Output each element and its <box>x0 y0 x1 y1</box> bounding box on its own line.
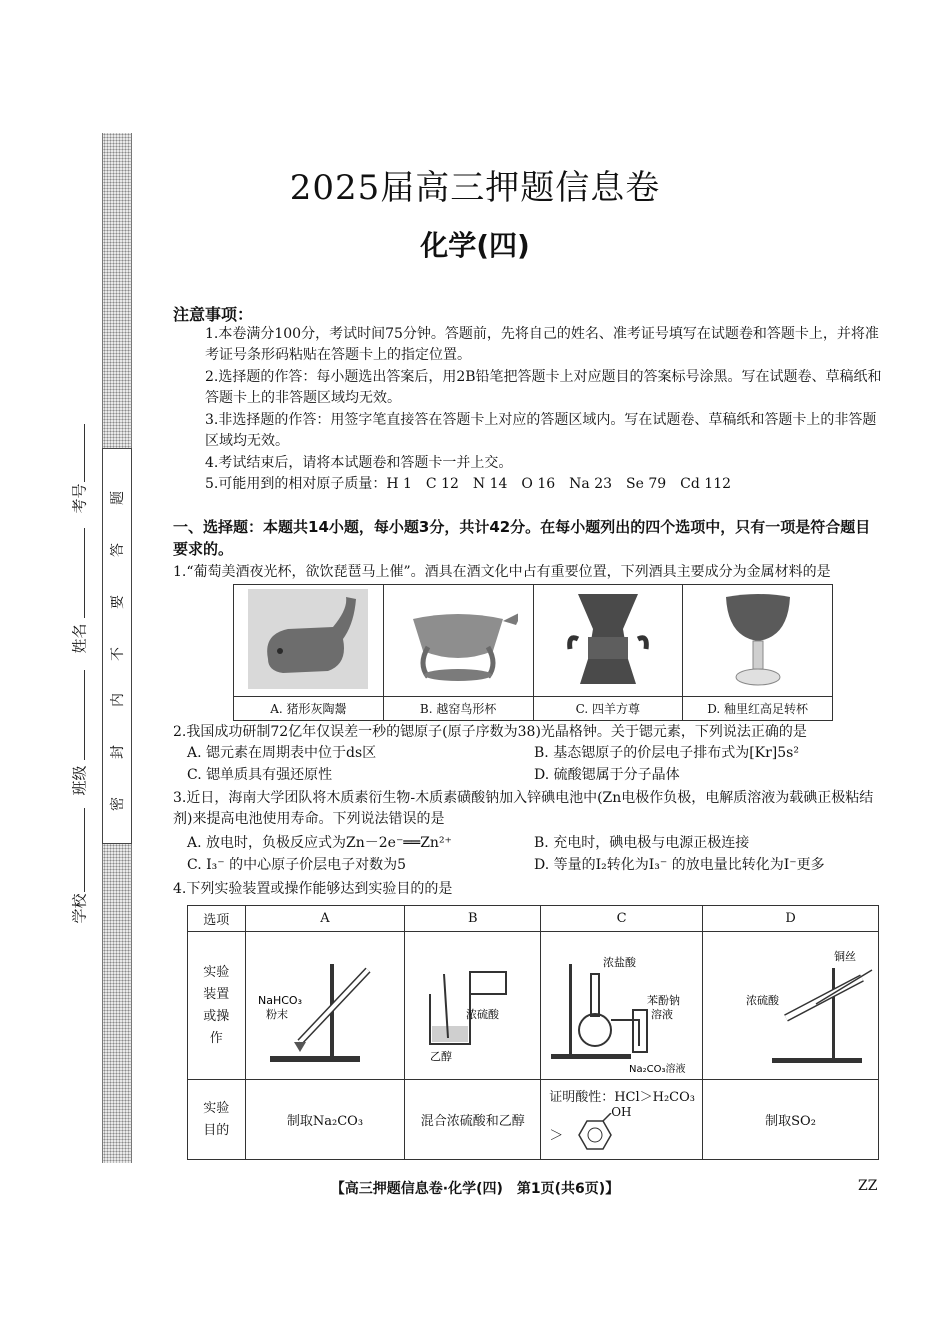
exam-number-label: 考号 <box>70 483 89 514</box>
question-4-experiment-table <box>187 905 879 1160</box>
apparatus-c <box>541 932 703 1080</box>
question-1-stem: 1.“葡萄美酒夜光杯，欲饮琵琶马上催”。酒具在酒文化中占有重要位置，下列酒具主要成分为金属材料的是 <box>173 564 831 580</box>
label-hcl: 浓盐酸 <box>602 955 636 969</box>
greater-than: ＞ <box>549 1128 564 1144</box>
seal-char: 内 <box>110 693 126 707</box>
question-3-option-a: A. 放电时，负极反应式为Zn－2e⁻══Zn²⁺ <box>187 835 452 851</box>
notice-item: 4.考试结束后，请将本试题卷和答题卡一并上交。 <box>205 455 513 471</box>
question-2-option-c: C. 锶单质具有强还原性 <box>187 767 333 783</box>
vessel-caption-b: B. 越窑鸟形杯 <box>383 697 533 721</box>
row-label-purpose: 实验目的 <box>188 1080 246 1160</box>
page-title: 2025届高三押题信息卷 <box>289 168 661 208</box>
name-label: 姓名 <box>70 623 89 654</box>
school-label: 学校 <box>70 893 89 924</box>
apparatus-d-drawing <box>706 934 876 1074</box>
label-conc-sulfuric: 浓硫酸 <box>745 993 779 1007</box>
seal-char: 密 <box>110 797 126 811</box>
table-header-c: C <box>541 906 703 932</box>
apparatus-b-drawing <box>408 934 538 1074</box>
label-ethanol: 乙醇 <box>429 1049 452 1063</box>
apparatus-b <box>405 932 541 1080</box>
vessel-image-a <box>234 585 384 697</box>
table-header-option: 选项 <box>188 906 246 932</box>
page-footer: 【高三押题信息卷·化学(四) 第1页(共6页)】 <box>330 1181 620 1197</box>
label-copper-wire: 铜丝 <box>833 949 856 963</box>
purpose-a: 制取Na₂CO₃ <box>245 1080 405 1160</box>
seal-char: 封 <box>110 745 126 759</box>
class-line <box>84 670 85 760</box>
apparatus-d <box>703 932 879 1080</box>
vessel-caption-c: C. 四羊方尊 <box>533 697 683 721</box>
label-powder: 粉末 <box>265 1007 288 1021</box>
label-sodium-phenoxide: 苯酚钠 <box>646 993 680 1007</box>
phenol-structure <box>549 1105 702 1153</box>
row-label-apparatus: 实验装置或操作 <box>188 932 246 1080</box>
school-line <box>84 808 85 892</box>
question-4-stem: 4.下列实验装置或操作能够达到实验目的的是 <box>173 881 453 897</box>
oh-label: OH <box>611 1105 632 1119</box>
vessel-image-c <box>533 585 683 697</box>
seal-char: 答 <box>110 543 126 557</box>
notice-heading: 注意事项： <box>173 305 254 324</box>
apparatus-a <box>245 932 405 1080</box>
label-solution: 溶液 <box>650 1007 673 1021</box>
question-3-stem: 3.近日，海南大学团队将木质素衍生物-木质素磺酸钠加入锌碘电池中(Zn电极作负极，电解质溶液为载碘正极粘结剂)来提高电池使用寿命。下列说法错误的是 <box>173 790 874 827</box>
exam-number-line <box>84 424 85 482</box>
notice-item: 2.选择题的作答：每小题选出答案后，用2B铅笔把答题卡上对应题目的答案标号涂黑。写在试题卷、草稿纸和答题卡上的非答题区域均无效。 <box>205 369 882 406</box>
vessel-caption-d: D. 釉里红高足转杯 <box>683 697 833 721</box>
apparatus-c-drawing <box>543 934 701 1074</box>
purpose-d: 制取SO₂ <box>703 1080 879 1160</box>
table-header-a: A <box>245 906 405 932</box>
question-3-option-d: D. 等量的I₂转化为I₃⁻ 的放电量比转化为I⁻更多 <box>534 857 825 873</box>
section-heading: 一、选择题：本题共14小题，每小题3分，共计42分。在每小题列出的四个选项中，只有一项是符合题目要求的。 <box>173 518 871 558</box>
purpose-b: 混合浓硫酸和乙醇 <box>405 1080 541 1160</box>
label-na2co3: Na₂CO₃溶液 <box>628 1063 686 1074</box>
benzene-ring <box>567 1113 627 1153</box>
question-3-option-c: C. I₃⁻ 的中心原子价层电子对数为5 <box>187 857 407 873</box>
table-header-d: D <box>703 906 879 932</box>
seal-char: 题 <box>110 491 126 505</box>
notice-item: 5.可能用到的相对原子质量：H 1 C 12 N 14 O 16 Na 23 Se 79 Cd 112 <box>205 476 732 492</box>
label-sulfuric-acid: 浓硫酸 <box>465 1007 499 1021</box>
name-line <box>84 528 85 618</box>
vessel-caption-a: A. 猪形灰陶鬶 <box>234 697 384 721</box>
question-1-image-table <box>233 584 833 721</box>
notice-item: 1.本卷满分100分，考试时间75分钟。答题前，先将自己的姓名、准考证号填写在试题卷和答题卡上，并将准考证号条形码粘贴在答题卡上的指定位置。 <box>205 326 879 363</box>
notice-item: 3.非选择题的作答：用签字笔直接答在答题卡上对应的答题区域内。写在试题卷、草稿纸和答题卡上的非答题区域均无效。 <box>205 412 877 449</box>
question-2-option-b: B. 基态锶原子的价层电子排布式为[Kr]5s² <box>534 745 799 761</box>
vessel-image-b <box>383 585 533 697</box>
label-nahco3: NaHCO₃ <box>257 993 302 1007</box>
table-header-b: B <box>405 906 541 932</box>
question-3-option-b: B. 充电时，碘电极与电源正极连接 <box>534 835 750 851</box>
footer-code: ZZ <box>858 1178 878 1194</box>
purpose-c <box>541 1080 703 1160</box>
apparatus-a-drawing <box>250 934 400 1074</box>
seal-char: 要 <box>110 595 126 609</box>
question-2-option-d: D. 硫酸锶属于分子晶体 <box>534 767 680 783</box>
page-subtitle: 化学(四) <box>420 229 530 262</box>
seal-char: 不 <box>110 647 126 661</box>
purpose-c-text: 证明酸性：HCl＞H₂CO₃ <box>549 1090 695 1105</box>
vessel-image-d <box>683 585 833 697</box>
question-2-stem: 2.我国成功研制72亿年仅误差一秒的锶原子(原子序数为38)光晶格钟。关于锶元素，下列说法正确的是 <box>173 724 807 740</box>
question-2-option-a: A. 锶元素在周期表中位于ds区 <box>187 745 377 761</box>
class-label: 班级 <box>70 765 89 796</box>
